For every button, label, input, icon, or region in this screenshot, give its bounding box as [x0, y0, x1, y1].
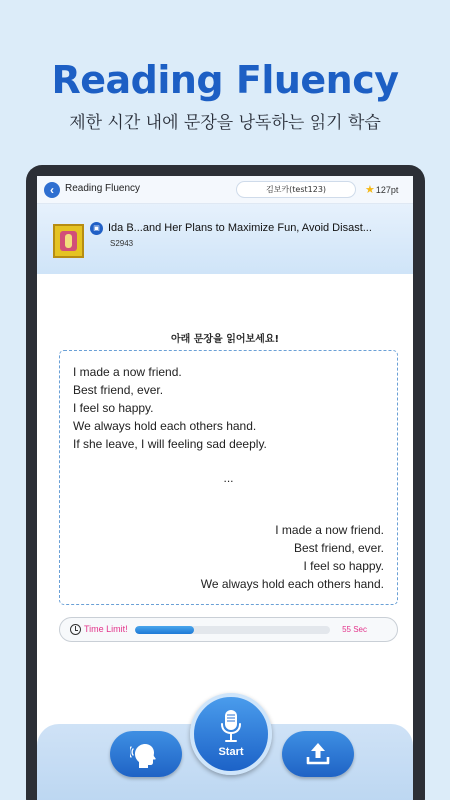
time-limit-bar — [59, 617, 398, 642]
points-value: 127pt — [375, 185, 399, 195]
time-limit-label: Time Limit! — [84, 624, 128, 634]
top-bar — [37, 176, 413, 204]
app-screen — [37, 176, 413, 800]
reading-lines-top — [73, 363, 267, 453]
hero-subtitle: 제한 시간 내에 문장을 낭독하는 읽기 학습 — [69, 113, 381, 133]
reading-line: Best friend, ever. — [293, 541, 384, 555]
start-label: Start — [218, 746, 244, 758]
reading-line: I made a now friend. — [73, 365, 182, 379]
reading-ellipsis: ... — [223, 471, 234, 485]
user-name-badge: 김보카(test123) — [236, 181, 356, 198]
book-code: S2943 — [110, 239, 134, 248]
reading-instruction: 아래 문장을 읽어보세요! — [170, 334, 280, 345]
time-remaining: 55 Sec — [342, 625, 367, 634]
reading-line: I feel so happy. — [73, 401, 154, 415]
reading-line: I feel so happy. — [303, 559, 384, 573]
listen-button[interactable] — [110, 731, 182, 777]
reading-lines-bottom — [201, 521, 384, 593]
book-title: Ida B...and Her Plans to Maximize Fun, Avoid Disast... — [108, 222, 372, 234]
reading-line: I made a now friend. — [275, 523, 384, 537]
start-recording-button[interactable] — [190, 693, 272, 775]
time-progress-fill — [135, 626, 194, 634]
hero-title: Reading Fluency — [51, 58, 399, 102]
book-icon: ▣ — [90, 222, 103, 235]
upload-button[interactable] — [282, 731, 354, 777]
reading-line: If she leave, I will feeling sad deeply. — [73, 437, 267, 451]
chevron-left-icon[interactable]: ‹ — [44, 182, 60, 198]
time-progress-track — [135, 626, 330, 634]
page-title: Reading Fluency — [65, 183, 141, 194]
microphone-icon — [220, 709, 242, 745]
reading-line: We always hold each others hand. — [200, 577, 384, 591]
book-cover-image — [53, 224, 84, 258]
book-info-band — [37, 204, 413, 274]
reading-text-box — [59, 350, 398, 605]
reading-line: We always hold each others hand. — [73, 419, 257, 433]
upload-icon — [302, 738, 334, 770]
points-display — [365, 183, 398, 196]
reading-line: Best friend, ever. — [73, 383, 164, 397]
clock-icon — [70, 624, 81, 635]
speaking-head-icon — [130, 738, 162, 770]
star-icon: ★ — [365, 184, 375, 196]
